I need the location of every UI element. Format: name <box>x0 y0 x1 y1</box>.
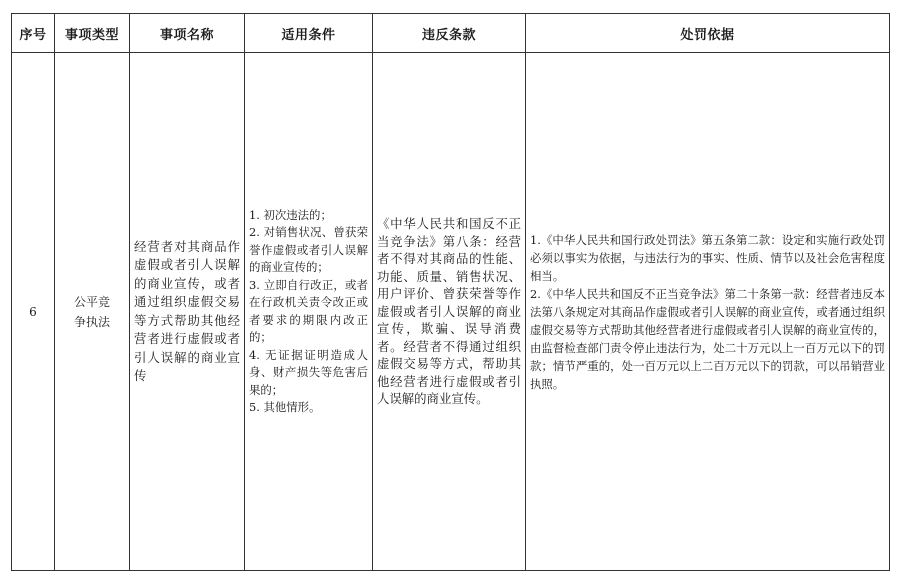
type-text: 公平竞争执法 <box>73 294 110 329</box>
header-basis: 处罚依据 <box>526 14 890 53</box>
condition-item: 3. 立即自行改正，或者在行政机关责令改正或者要求的期限内改正的； <box>249 277 368 344</box>
penalty-table <box>11 13 890 571</box>
header-index: 序号 <box>12 14 55 53</box>
cell-clause <box>373 53 526 571</box>
condition-item: 4. 无证据证明造成人身、财产损失等危害后果的； <box>249 347 368 397</box>
basis-item: 2.《中华人民共和国反不正当竞争法》第二十条第一款：经营者违反本法第八条规定对其商品作虚假或者引人误解的商业宣传，或者通过组织虚假交易等方式帮助其他经营者进行虚假或者引人误解的商业宣传的，由监督检查部门责令停止违法行为，处二十万元以上一百万元以下的罚款；情节严重的，处一百万元以上二百万元以下的罚款，可以吊销营业执照。 <box>530 286 885 391</box>
condition-item: 1. 初次违法的； <box>249 207 332 222</box>
cell-index: 6 <box>12 53 55 571</box>
cell-basis <box>526 53 890 571</box>
name-text: 经营者对其商品作虚假或者引人误解的商业宣传，或者通过组织虚假交易等方式帮助其他经营者进行虚假或者引人误解的商业宣传 <box>134 238 240 383</box>
cell-type <box>55 53 130 571</box>
header-clause: 违反条款 <box>373 14 526 53</box>
header-row <box>12 14 890 53</box>
header-conditions: 适用条件 <box>245 14 373 53</box>
table-row <box>12 53 890 571</box>
basis-item: 1.《中华人民共和国行政处罚法》第五条第二款：设定和实施行政处罚必须以事实为依据，与违法行为的事实、性质、情节以及社会危害程度相当。 <box>530 232 885 283</box>
header-name: 事项名称 <box>130 14 245 53</box>
condition-item: 5. 其他情形。 <box>249 400 321 414</box>
condition-item: 2. 对销售状况、曾获荣誉作虚假或者引人误解的商业宣传的； <box>249 225 368 274</box>
clause-text: 《中华人民共和国反不正当竞争法》第八条：经营者不得对其商品的性能、功能、质量、销售状况、用户评价、曾获荣誉等作虚假或者引人误解的商业宣传，欺骗、误导消费者。经营者不得通过组织虚假交易等方式，帮助其他经营者进行虚假或者引人误解的商业宣传。 <box>377 216 521 407</box>
cell-conditions <box>245 53 373 571</box>
cell-name <box>130 53 245 571</box>
header-type: 事项类型 <box>55 14 130 53</box>
